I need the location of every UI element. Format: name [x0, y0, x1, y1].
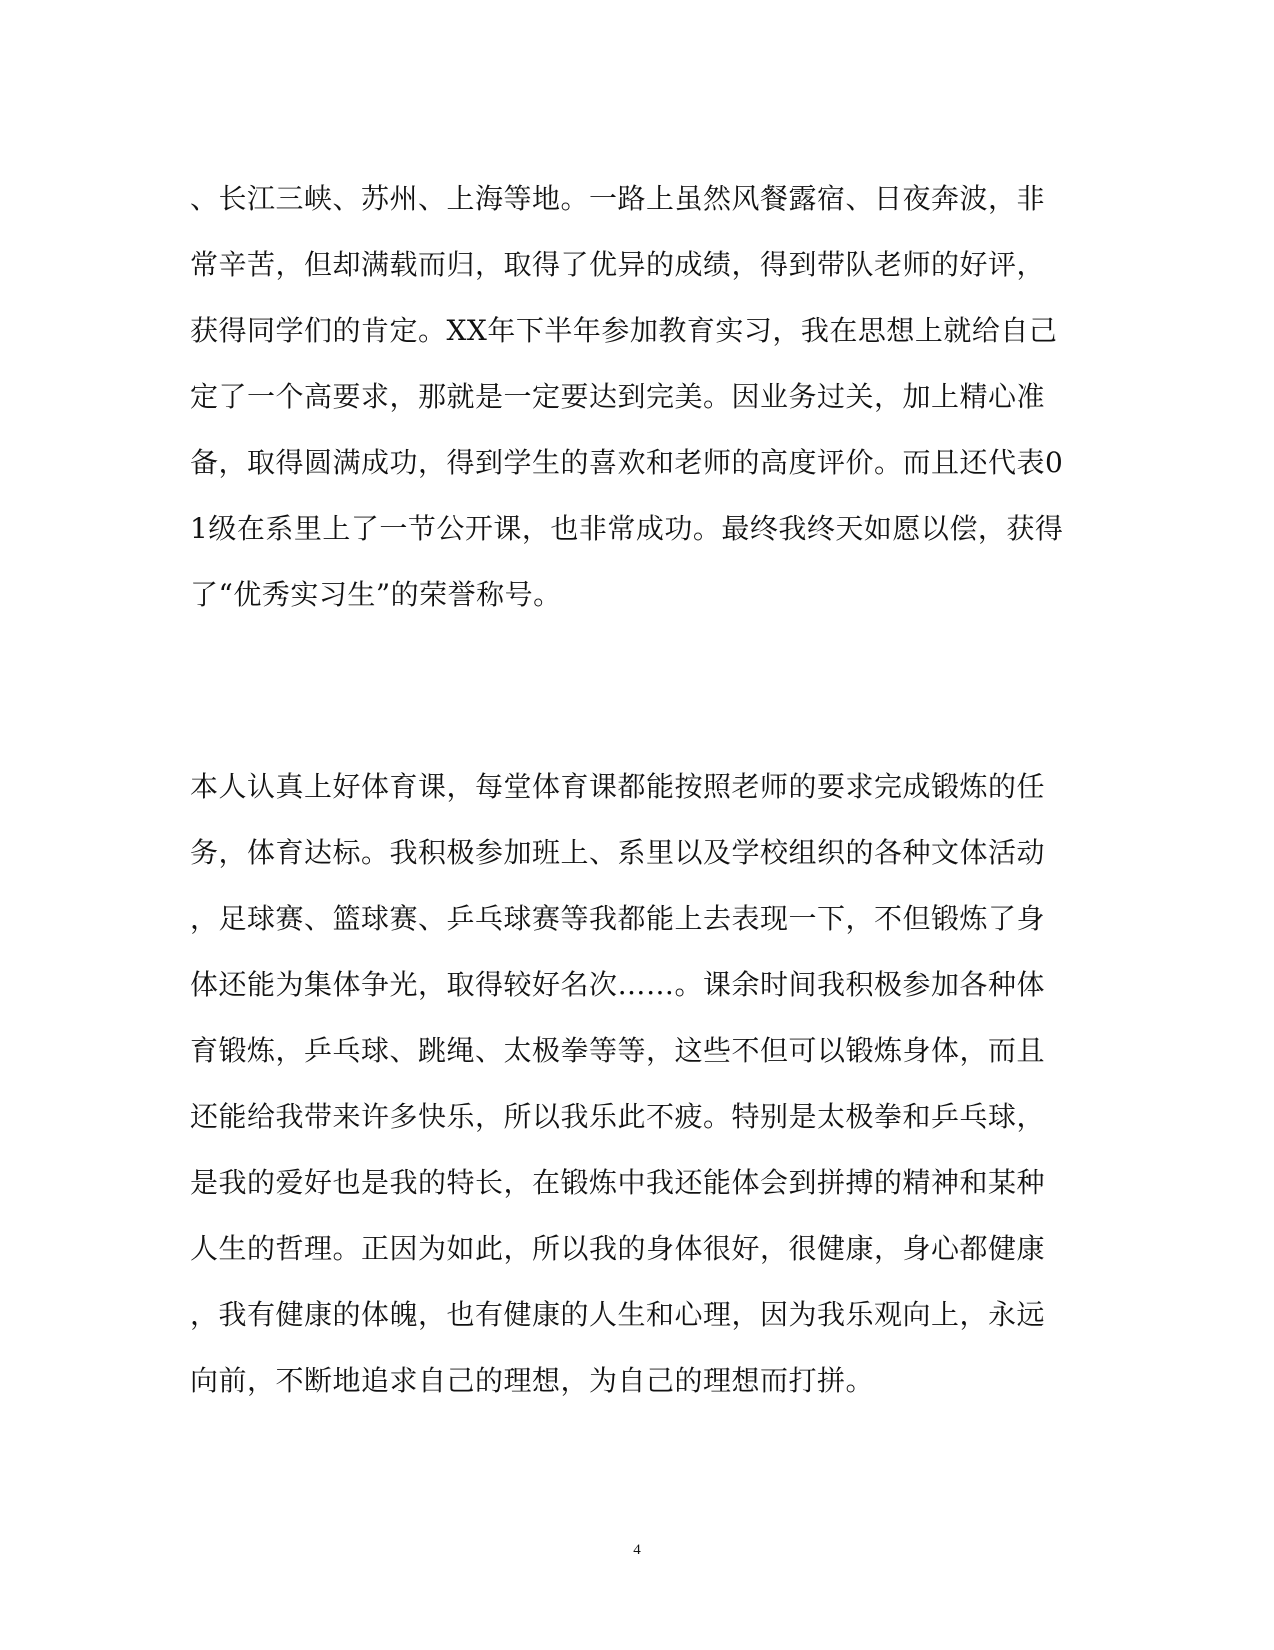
text-line: 还能给我带来许多快乐，所以我乐此不疲。特别是太极拳和乒乓球， — [190, 1100, 1046, 1133]
paragraph-internship — [190, 166, 1090, 628]
text-line: 人生的哲理。正因为如此，所以我的身体很好，很健康，身心都健康 — [190, 1232, 1046, 1265]
text-line: 备，取得圆满成功，得到学生的喜欢和老师的高度评价。而且还代表0 — [190, 446, 1064, 479]
text-line: ，足球赛、篮球赛、乒乓球赛等我都能上去表现一下，不但锻炼了身 — [190, 902, 1046, 935]
text-line: 向前，不断地追求自己的理想，为自己的理想而打拼。 — [190, 1364, 875, 1397]
text-line: 了“优秀实习生”的荣誉称号。 — [190, 578, 562, 611]
text-line: 、长江三峡、苏州、上海等地。一路上虽然风餐露宿、日夜奔波，非 — [190, 182, 1046, 215]
text-line: 是我的爱好也是我的特长，在锻炼中我还能体会到拼搏的精神和某种 — [190, 1166, 1046, 1199]
text-line: 务，体育达标。我积极参加班上、系里以及学校组织的各种文体活动 — [190, 836, 1046, 869]
text-line: 体还能为集体争光，取得较好名次……。课余时间我积极参加各种体 — [190, 968, 1046, 1001]
text-line: 获得同学们的肯定。XX年下半年参加教育实习，我在思想上就给自己 — [190, 314, 1058, 347]
text-line: 1级在系里上了一节公开课，也非常成功。最终我终天如愿以偿，获得 — [190, 512, 1064, 545]
text-line: 常辛苦，但却满载而归，取得了优异的成绩，得到带队老师的好评， — [190, 248, 1046, 281]
text-line: 育锻炼，乒乓球、跳绳、太极拳等等，这些不但可以锻炼身体，而且 — [190, 1034, 1046, 1067]
paragraph-sports — [190, 754, 1090, 1414]
page-number: 4 — [633, 1542, 641, 1558]
text-line: 本人认真上好体育课，每堂体育课都能按照老师的要求完成锻炼的任 — [190, 770, 1046, 803]
text-line: ，我有健康的体魄，也有健康的人生和心理，因为我乐观向上，永远 — [190, 1298, 1046, 1331]
text-line: 定了一个高要求，那就是一定要达到完美。因业务过关，加上精心准 — [190, 380, 1046, 413]
